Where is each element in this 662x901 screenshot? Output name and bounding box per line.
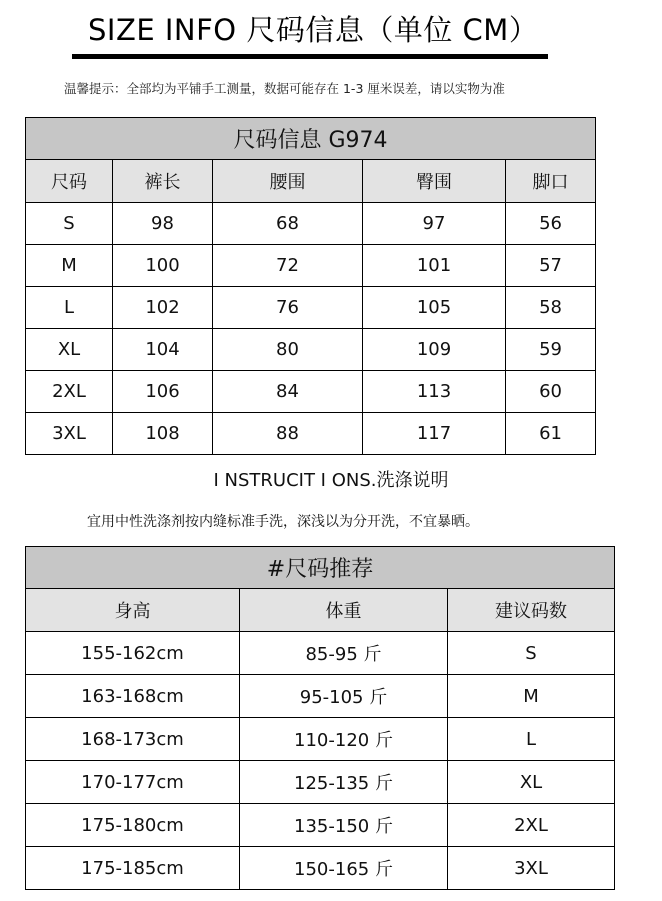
table-cell: 76 (213, 287, 363, 329)
table-row (26, 632, 615, 675)
table-cell: 101 (363, 245, 506, 287)
table-cell: 113 (363, 371, 506, 413)
table-row (26, 761, 615, 804)
table-cell: S (448, 632, 615, 675)
table-cell: 106 (113, 371, 213, 413)
table-row (26, 847, 615, 890)
table-cell: XL (26, 329, 113, 371)
table-cell: S (26, 203, 113, 245)
size-table-header (26, 160, 596, 203)
table-row (26, 804, 615, 847)
table-cell: 163-168cm (26, 675, 240, 718)
column-header: 体重 (240, 589, 448, 632)
table-cell: 61 (506, 413, 596, 455)
table-cell: 168-173cm (26, 718, 240, 761)
table-cell: 85-95 斤 (240, 632, 448, 675)
table-cell: 150-165 斤 (240, 847, 448, 890)
size-table (25, 117, 596, 455)
table-cell: 155-162cm (26, 632, 240, 675)
table-cell: L (448, 718, 615, 761)
table-cell: 100 (113, 245, 213, 287)
table-cell: 135-150 斤 (240, 804, 448, 847)
table-cell: 98 (113, 203, 213, 245)
table-cell: XL (448, 761, 615, 804)
table-cell: M (448, 675, 615, 718)
table-row (26, 245, 596, 287)
table-cell: 84 (213, 371, 363, 413)
table-cell: 175-180cm (26, 804, 240, 847)
table-cell: 109 (363, 329, 506, 371)
recommend-table-header (26, 589, 615, 632)
table-cell: 56 (506, 203, 596, 245)
table-cell: 97 (363, 203, 506, 245)
instructions-title: I NSTRUCIT I ONS.洗涤说明 (213, 470, 449, 491)
measurement-notice: 温馨提示：全部均为平铺手工测量，数据可能存在 1-3 厘米误差，请以实物为准 (64, 81, 505, 96)
column-header: 尺码 (26, 160, 113, 203)
column-header: 腰围 (213, 160, 363, 203)
column-header: 脚口 (506, 160, 596, 203)
table-cell: 95-105 斤 (240, 675, 448, 718)
table-row (26, 718, 615, 761)
table-cell: 108 (113, 413, 213, 455)
table-cell: 3XL (448, 847, 615, 890)
instructions-text: 宜用中性洗涤剂按内缝标准手洗，深浅以为分开洗，不宜暴晒。 (87, 514, 479, 530)
page-title: SIZE INFO 尺码信息（单位 CM） (88, 13, 539, 47)
table-cell: 125-135 斤 (240, 761, 448, 804)
table-row (26, 675, 615, 718)
table-cell: 60 (506, 371, 596, 413)
table-cell: 88 (213, 413, 363, 455)
table-row (26, 329, 596, 371)
column-header: 建议码数 (448, 589, 615, 632)
table-row (26, 287, 596, 329)
table-row (26, 413, 596, 455)
column-header: 身高 (26, 589, 240, 632)
table-cell: 102 (113, 287, 213, 329)
table-cell: 110-120 斤 (240, 718, 448, 761)
table-cell: 105 (363, 287, 506, 329)
column-header: 裤长 (113, 160, 213, 203)
table-row (26, 203, 596, 245)
table-cell: L (26, 287, 113, 329)
size-table-caption: 尺码信息 G974 (26, 118, 596, 160)
title-underline (72, 54, 548, 59)
table-cell: 175-185cm (26, 847, 240, 890)
table-cell: 117 (363, 413, 506, 455)
recommend-table (25, 546, 615, 890)
table-cell: 58 (506, 287, 596, 329)
table-cell: 170-177cm (26, 761, 240, 804)
column-header: 臀围 (363, 160, 506, 203)
table-cell: 2XL (26, 371, 113, 413)
table-row (26, 371, 596, 413)
table-cell: 68 (213, 203, 363, 245)
table-cell: M (26, 245, 113, 287)
table-cell: 57 (506, 245, 596, 287)
table-cell: 72 (213, 245, 363, 287)
recommend-table-caption: #尺码推荐 (26, 547, 615, 589)
table-cell: 59 (506, 329, 596, 371)
table-cell: 2XL (448, 804, 615, 847)
table-cell: 80 (213, 329, 363, 371)
table-cell: 3XL (26, 413, 113, 455)
table-cell: 104 (113, 329, 213, 371)
